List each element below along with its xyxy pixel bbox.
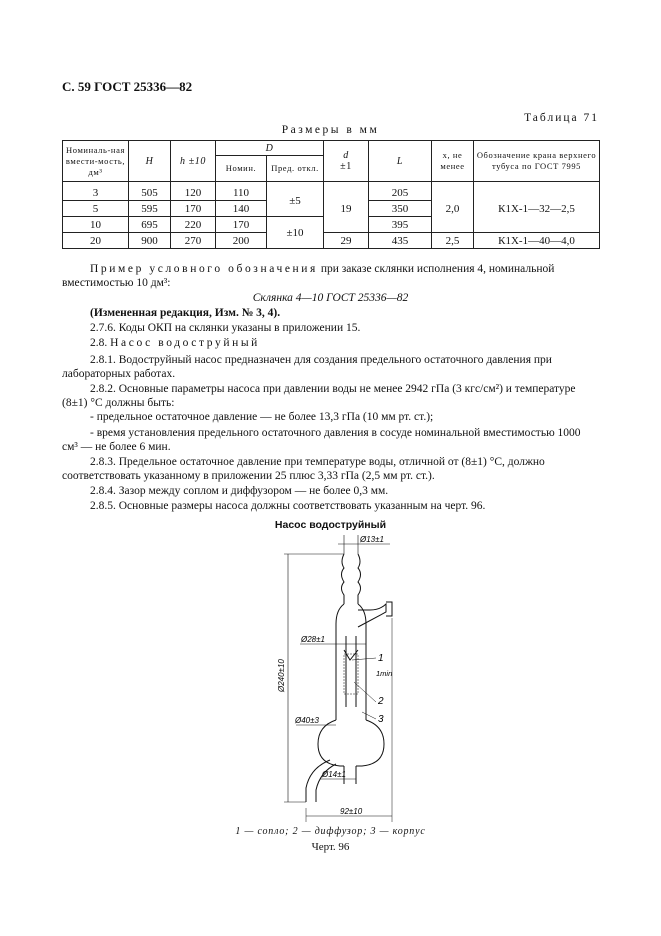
table-cell: 20 bbox=[63, 233, 129, 249]
clause-2-7-6: 2.7.6. Коды ОКП на склянки указаны в приложении 15. bbox=[90, 322, 361, 334]
table-row bbox=[63, 182, 600, 201]
table-cell: 170 bbox=[171, 201, 216, 217]
table-cell: 900 bbox=[129, 233, 171, 249]
section-2-8-heading: 2.8. Насос водоструйный bbox=[90, 337, 260, 349]
col-D: D bbox=[216, 141, 324, 156]
table-cell: ±10 bbox=[267, 217, 324, 249]
col-d: d ±1 bbox=[324, 141, 369, 182]
dimensions-table bbox=[62, 140, 600, 249]
example-paragraph: Пример условного обозначения при заказе склянки исполнения 4, номинальной вместимостью 10 дм³: bbox=[62, 263, 555, 289]
table-cell: 10 bbox=[63, 217, 129, 233]
table-cell: 3 bbox=[63, 182, 129, 201]
clause-2-8-2-item-a: - предельное остаточное давление — не более 13,3 гПа (10 мм рт. ст.); bbox=[90, 411, 434, 423]
table-cell: 270 bbox=[171, 233, 216, 249]
table-cell: 5 bbox=[63, 201, 129, 217]
col-x: x, не менее bbox=[432, 141, 474, 182]
table-cell: ±5 bbox=[267, 182, 324, 217]
dim-d13: Ø13±1 bbox=[360, 535, 384, 544]
clause-2-8-5: 2.8.5. Основные размеры насоса должны соответствовать указанным на черт. 96. bbox=[90, 500, 486, 512]
table-cell: 350 bbox=[369, 201, 432, 217]
table-cell: 220 bbox=[171, 217, 216, 233]
clause-2-8-2-item-b: - время установления предельного остаточного давления в сосуде номинальной вместимостью 1000 см³ — не более 6 мин. bbox=[62, 427, 581, 453]
table-label: Таблица 71 bbox=[524, 112, 599, 124]
dim-w92: 92±10 bbox=[340, 807, 363, 816]
table-row bbox=[63, 233, 600, 249]
table-cell: К1Х-1—32—2,5 bbox=[474, 182, 600, 233]
table-cell: 395 bbox=[369, 217, 432, 233]
table-cell: 435 bbox=[369, 233, 432, 249]
callout-3: 3 bbox=[378, 714, 384, 725]
page-header: С. 59 ГОСТ 25336—82 bbox=[62, 79, 193, 94]
table-cell: 205 bbox=[369, 182, 432, 201]
table-caption: Размеры в мм bbox=[281, 124, 380, 136]
table-cell: 2,5 bbox=[432, 233, 474, 249]
figure-legend: 1 — сопло; 2 — диффузор; 3 — корпус bbox=[235, 826, 426, 837]
amended-note: (Измененная редакция, Изм. № 3, 4). bbox=[90, 307, 281, 319]
table-cell: 200 bbox=[216, 233, 267, 249]
designation-example: Склянка 4—10 ГОСТ 25336—82 bbox=[252, 292, 409, 304]
table-cell: 110 bbox=[216, 182, 267, 201]
pump-drawing bbox=[240, 532, 420, 824]
table-cell: К1Х-1—40—4,0 bbox=[474, 233, 600, 249]
clause-2-8-4: 2.8.4. Зазор между соплом и диффузором — не более 0,3 мм. bbox=[90, 485, 389, 497]
table-cell: 170 bbox=[216, 217, 267, 233]
figure-number: Черт. 96 bbox=[311, 841, 350, 853]
clause-2-8-2: 2.8.2. Основные параметры насоса при давлении воды не менее 2942 гПа (3 кгс/см²) и температуре (8±1) °С должны быть: bbox=[62, 383, 576, 409]
dim-h240: Ø240±10 bbox=[277, 659, 286, 692]
table-cell: 29 bbox=[324, 233, 369, 249]
col-valve: Обозначение крана верхнего тубуса по ГОСТ 7995 bbox=[474, 141, 600, 182]
callout-2: 2 bbox=[378, 696, 384, 707]
figure-title: Насос водоструйный bbox=[274, 519, 387, 531]
table-cell: 19 bbox=[324, 182, 369, 233]
table-cell: 505 bbox=[129, 182, 171, 201]
col-h: h ±10 bbox=[171, 141, 216, 182]
col-L: L bbox=[369, 141, 432, 182]
col-D-tol: Пред. откл. bbox=[267, 156, 324, 182]
dim-d14: Ø14±1 bbox=[322, 770, 346, 779]
table-cell: 140 bbox=[216, 201, 267, 217]
clause-2-8-3: 2.8.3. Предельное остаточное давление при температуре воды, отличной от (8±1) °С, должно соответствовать указанному в приложении 25 плюс 3,33 гПа (2,5 мм рт. ст.). bbox=[62, 456, 545, 482]
table-cell: 695 bbox=[129, 217, 171, 233]
col-D-nom: Номин. bbox=[216, 156, 267, 182]
col-capacity: Номиналь-ная вмести-мость, дм³ bbox=[63, 141, 129, 182]
table-cell: 2,0 bbox=[432, 182, 474, 233]
clause-2-8-1: 2.8.1. Водоструйный насос предназначен для создания предельного остаточного давления при лабораторных работах. bbox=[62, 354, 552, 380]
col-H: H bbox=[129, 141, 171, 182]
table-cell: 120 bbox=[171, 182, 216, 201]
dim-min: 1min bbox=[376, 669, 393, 678]
dim-d28: Ø28±1 bbox=[301, 635, 325, 644]
table-cell: 595 bbox=[129, 201, 171, 217]
dim-d40: Ø40±3 bbox=[295, 716, 319, 725]
callout-1: 1 bbox=[378, 653, 384, 664]
